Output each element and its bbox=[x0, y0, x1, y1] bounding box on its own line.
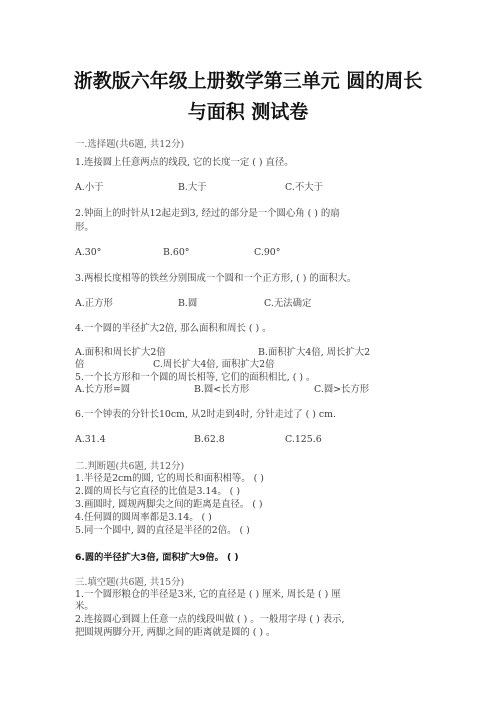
fill-q1-line2: 米。 bbox=[75, 601, 94, 612]
q4-option-c: C.周长扩大4倍, 面积扩大2倍 bbox=[153, 359, 275, 370]
q3-option-b: B.圆 bbox=[178, 298, 198, 309]
section-2-heading: 二.判断题(共6题, 共12分) bbox=[75, 461, 185, 472]
judge-item-2: 2.圆的周长与它直径的比值是3.14。 ( ) bbox=[75, 486, 240, 497]
question-4: 4.一个圆的半径扩大2倍, 那么面积和周长 ( ) 。 bbox=[75, 323, 272, 334]
q4-option-a: A.面积和周长扩大2倍 bbox=[75, 347, 166, 358]
q5-option-a: A.长方形=圆 bbox=[75, 384, 131, 395]
q2-option-c: C.90° bbox=[254, 247, 281, 258]
q4-option-b: B.面积扩大4倍, 周长扩大2 bbox=[258, 347, 371, 358]
question-3: 3.两根长度相等的铁丝分别围成一个圆和一个正方形, ( ) 的面积大。 bbox=[75, 273, 357, 284]
q1-option-b: B.大于 bbox=[178, 182, 207, 193]
fill-q2-line2: 把圆规两脚分开, 两脚之间的距离就是圆的 ( ) 。 bbox=[75, 627, 276, 638]
judge-item-1: 1.半径是2cm的圆, 它的周长和面积相等。 ( ) bbox=[75, 473, 264, 484]
question-6: 6.一个钟表的分针长10cm, 从2时走到4时, 分针走过了 ( ) cm. bbox=[75, 409, 336, 420]
q5-option-b: B.圆<长方形 bbox=[194, 384, 250, 395]
q1-option-c: C.不大于 bbox=[285, 182, 323, 193]
section-3-heading: 三.填空题(共6题, 共15分) bbox=[75, 577, 185, 588]
fill-q1-line1: 1.一个圆形粮仓的半径是3米, 它的直径是 ( ) 厘米, 周长是 ( ) 厘 bbox=[75, 589, 341, 600]
q2-option-b: B.60° bbox=[163, 247, 190, 258]
question-5: 5.一个长方形和一个圆的周长相等, 它们的面积相比, ( ) 。 bbox=[75, 372, 316, 383]
q4-option-b-wrap: 倍 bbox=[75, 359, 85, 370]
q1-option-a: A.小于 bbox=[75, 182, 104, 193]
q3-option-c: C.无法确定 bbox=[264, 298, 312, 309]
fill-q2-line1: 2.连接圆心到圆上任意一点的线段叫做 ( ) 。一般用字母 ( ) 表示, bbox=[75, 614, 345, 625]
q3-option-a: A.正方形 bbox=[75, 298, 113, 309]
section-1-heading: 一.选择题(共6题, 共12分) bbox=[75, 139, 185, 150]
judge-item-6: 6.圆的半径扩大3倍, 面积扩大9倍。 ( ) bbox=[75, 552, 239, 563]
judge-item-3: 3.画圆时, 圆规两脚尖之间的距离是直径。 ( ) bbox=[75, 499, 263, 510]
judge-item-5: 5.同一个圆中, 圆的直径是半径的2倍。 ( ) bbox=[75, 525, 250, 536]
page-title-line2: 与面积 测试卷 bbox=[187, 101, 309, 123]
q6-option-a: A.31.4 bbox=[75, 434, 106, 445]
q5-option-c: C.圆>长方形 bbox=[314, 384, 370, 395]
question-2-line2: 形。 bbox=[75, 222, 94, 233]
page-title-line1: 浙教版六年级上册数学第三单元 圆的周长 bbox=[73, 70, 423, 92]
q2-option-a: A.30° bbox=[75, 247, 102, 258]
q6-option-b: B.62.8 bbox=[194, 434, 225, 445]
question-2-line1: 2.钟面上的时针从12起走到3, 经过的部分是一个圆心角 ( ) 的扇 bbox=[75, 208, 340, 219]
judge-item-4: 4.任何圆的圆周率都是3.14。 ( ) bbox=[75, 512, 212, 523]
q6-option-c: C.125.6 bbox=[285, 434, 322, 445]
question-1: 1.连接圆上任意两点的线段, 它的长度一定 ( ) 直径。 bbox=[75, 157, 294, 168]
